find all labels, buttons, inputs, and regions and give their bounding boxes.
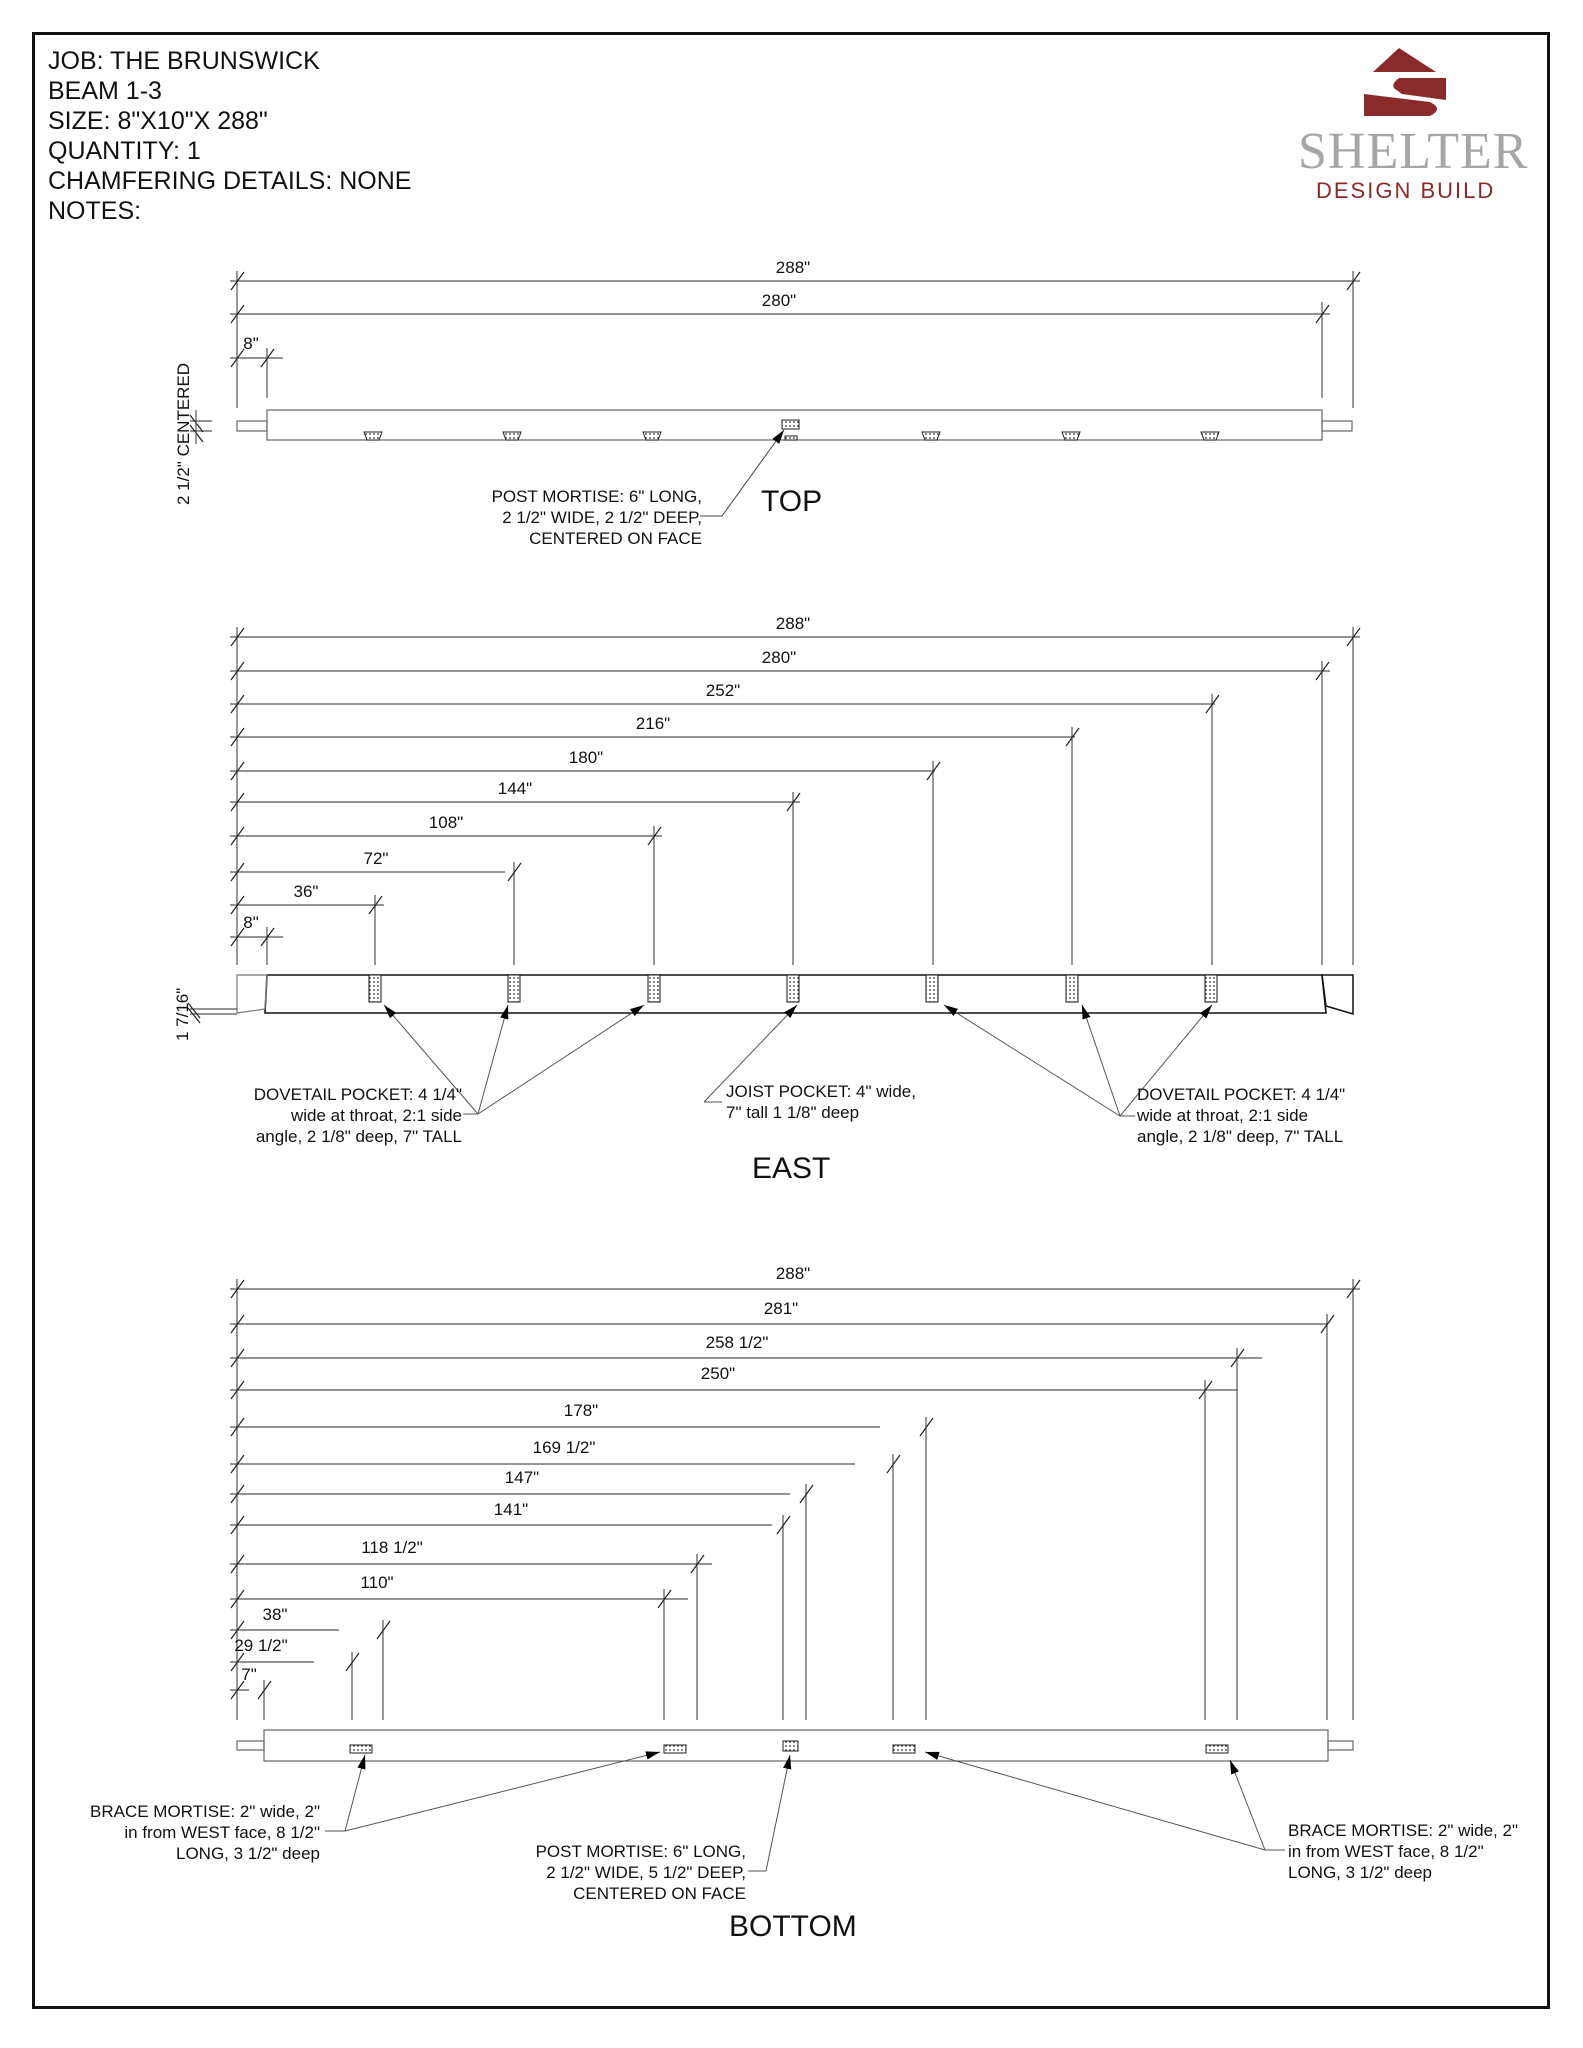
view-title-bottom: BOTTOM <box>729 1910 857 1943</box>
view-title-east: EAST <box>752 1152 831 1185</box>
dim-bottom-29-5: 29 1/2" <box>234 1636 288 1655</box>
dim-bottom-169-5: 169 1/2" <box>532 1438 596 1457</box>
dim-east-8: 8" <box>243 913 259 932</box>
dim-bottom-288: 288" <box>775 1264 811 1283</box>
quantity: QUANTITY: 1 <box>48 137 201 165</box>
callout-east-dovetail-left: DOVETAIL POCKET: 4 1/4" wide at throat, 2:1 side angle, 2 1/8" deep, 7" TALL <box>253 1085 462 1146</box>
dim-bottom-258-5: 258 1/2" <box>705 1333 769 1352</box>
dim-east-108: 108" <box>428 813 464 832</box>
dim-top-280: 280" <box>761 291 797 310</box>
callout-east-joist: JOIST POCKET: 4" wide, 7" tall 1 1/8" deep <box>726 1082 916 1122</box>
dim-top-288: 288" <box>775 258 811 277</box>
dim-bottom-250: 250" <box>700 1364 736 1383</box>
dim-east-180: 180" <box>568 748 604 767</box>
dim-top-8: 8" <box>243 334 259 353</box>
dim-east-288: 288" <box>775 614 811 633</box>
dim-bottom-178: 178" <box>563 1401 599 1420</box>
beam-id: BEAM 1-3 <box>48 77 162 105</box>
chamfering-details: CHAMFERING DETAILS: NONE <box>48 167 412 195</box>
logo-tagline: DESIGN BUILD <box>1316 178 1496 203</box>
callout-top-post-mortise: POST MORTISE: 6" LONG, 2 1/2" WIDE, 2 1/2" DEEP, CENTERED ON FACE <box>491 487 702 548</box>
dim-bottom-118-5: 118 1/2" <box>361 1538 423 1557</box>
callout-bottom-post-mortise: POST MORTISE: 6" LONG, 2 1/2" WIDE, 5 1/2" DEEP, CENTERED ON FACE <box>535 1842 746 1903</box>
notes: NOTES: <box>48 197 142 225</box>
dim-bottom-7: 7" <box>241 1665 257 1684</box>
callout-bottom-brace-left: BRACE MORTISE: 2" wide, 2" in from WEST face, 8 1/2" LONG, 3 1/2" deep <box>90 1802 320 1863</box>
dim-east-144: 144" <box>497 779 533 798</box>
callout-east-dovetail-right: DOVETAIL POCKET: 4 1/4" wide at throat, 2:1 side angle, 2 1/8" deep, 7" TALL <box>1137 1085 1346 1146</box>
dim-bottom-141: 141" <box>493 1500 529 1519</box>
callout-bottom-brace-right: BRACE MORTISE: 2" wide, 2" in from WEST face, 8 1/2" LONG, 3 1/2" deep <box>1288 1821 1518 1882</box>
dim-east-280: 280" <box>761 648 797 667</box>
dim-east-216: 216" <box>635 714 671 733</box>
dim-bottom-147: 147" <box>504 1468 540 1487</box>
dim-east-side: 1 7/16" <box>173 987 192 1041</box>
beam-size: SIZE: 8"X10"X 288" <box>48 107 268 135</box>
dim-bottom-281: 281" <box>763 1299 799 1318</box>
logo-wordmark: SHELTER <box>1298 123 1529 180</box>
dim-east-36: 36" <box>293 882 319 901</box>
dim-bottom-110: 110" <box>360 1573 394 1592</box>
dim-top-centered: 2 1/2" CENTERED <box>174 362 193 505</box>
dim-bottom-38: 38" <box>262 1605 288 1624</box>
job-name: JOB: THE BRUNSWICK <box>48 47 320 75</box>
dim-east-72: 72" <box>363 849 389 868</box>
view-title-top: TOP <box>761 485 823 518</box>
dim-east-252: 252" <box>705 681 741 700</box>
